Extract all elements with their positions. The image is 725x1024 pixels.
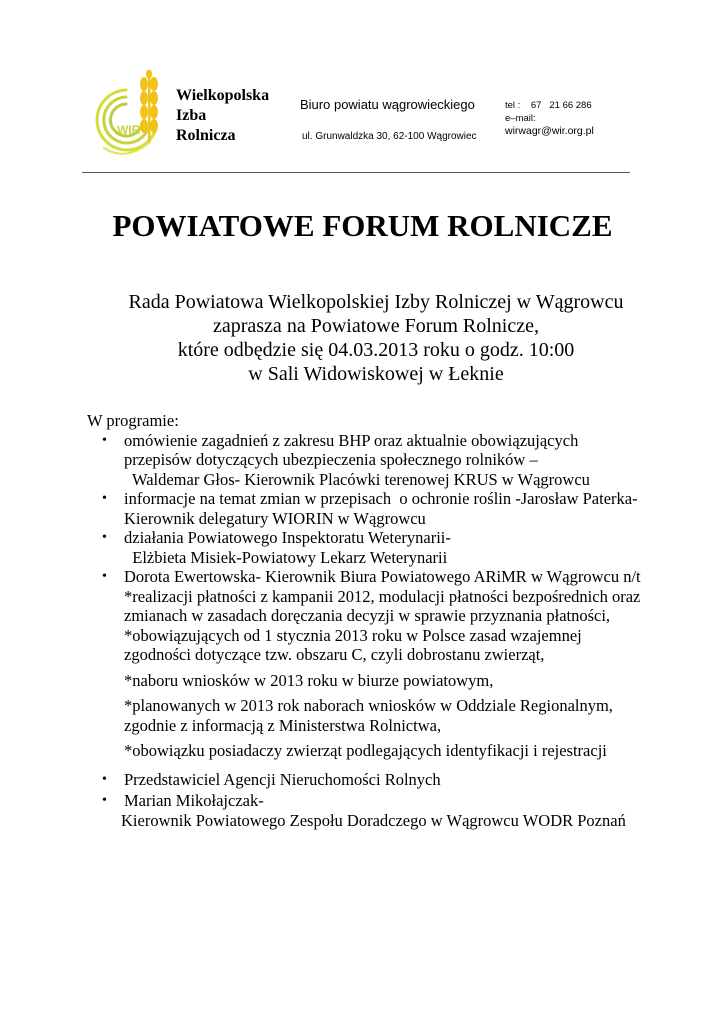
program-item-line: Elżbieta Misiek-Powiatowy Lekarz Weterynarii bbox=[124, 547, 448, 567]
program-item bbox=[87, 431, 707, 490]
wir-logo-icon bbox=[86, 70, 168, 162]
org-name bbox=[176, 86, 269, 146]
program-item-line: zmianach w zasadach doręczania decyzji w sprawie przyznania płatności, bbox=[124, 606, 611, 625]
program-item-line: Marian Mikołajczak- bbox=[124, 791, 264, 810]
program-item bbox=[87, 791, 707, 830]
program-item bbox=[87, 489, 707, 528]
program-item-line: Kierownik Powiatowego Zespołu Doradczego w Wągrowcu WODR Poznań bbox=[121, 810, 626, 830]
org-name-line: Rolnicza bbox=[176, 127, 236, 144]
program-subitem-line: zgodnie z informacją z Ministerstwa Rolnictwa, bbox=[124, 715, 442, 735]
phone-label: tel : bbox=[505, 100, 521, 111]
bullet-icon: • bbox=[102, 569, 107, 584]
bullet-icon: • bbox=[102, 491, 107, 506]
program-subitem-line: *planowanych w 2013 rok naborach wniosków w Oddziale Regionalnym, bbox=[124, 696, 613, 715]
program-item-line: Dorota Ewertowska- Kierownik Biura Powiatowego ARiMR w Wągrowcu n/t bbox=[124, 567, 641, 586]
invitation-line: Rada Powiatowa Wielkopolskiej Izby Rolniczej w Wągrowcu bbox=[128, 291, 624, 313]
bullet-icon: • bbox=[102, 793, 107, 808]
program-item-line: działania Powiatowego Inspektoratu Weterynarii- bbox=[124, 528, 451, 547]
invitation-line: które odbędzie się 04.03.2013 roku o godz. 10:00 bbox=[177, 339, 575, 361]
email-label: e–mail: bbox=[505, 113, 536, 124]
program-item-line: zgodności dotyczące tzw. obszaru C, czyli dobrostanu zwierząt, bbox=[124, 645, 545, 664]
program-item bbox=[87, 567, 707, 761]
invitation-line: w Sali Widowiskowej w Łeknie bbox=[248, 363, 504, 385]
phone-line bbox=[505, 99, 594, 112]
document-title: POWIATOWE FORUM ROLNICZE bbox=[112, 208, 613, 243]
invitation-line: zaprasza na Powiatowe Forum Rolnicze, bbox=[212, 315, 539, 337]
bullet-icon: • bbox=[102, 432, 107, 448]
program-item-line: *obowiązujących od 1 stycznia 2013 roku w Polsce zasad wzajemnej bbox=[124, 625, 582, 645]
bullet-icon: • bbox=[102, 530, 107, 545]
org-name-line: Izba bbox=[176, 107, 207, 124]
program-subitem-line: *obowiązku posiadaczy zwierząt podlegających identyfikacji i rejestracji bbox=[124, 741, 607, 760]
email-address: wirwagr@wir.org.pl bbox=[505, 125, 594, 137]
program-item bbox=[87, 528, 707, 567]
program-subitem-line: *naboru wniosków w 2013 roku w biurze powiatowym, bbox=[124, 670, 494, 690]
org-name-line: Wielkopolska bbox=[176, 87, 270, 104]
program-item-line: Kierownik delegatury WIORIN w Wągrowcu bbox=[124, 508, 426, 528]
bullet-icon: • bbox=[102, 771, 107, 787]
phone-number: 67 21 66 286 bbox=[530, 100, 592, 111]
program-item-line: Waldemar Głos- Kierownik Placówki terenowej KRUS w Wągrowcu bbox=[124, 469, 590, 489]
program-item-line: Przedstawiciel Agencji Nieruchomości Rolnych bbox=[124, 769, 441, 789]
program-item-line: informacje na temat zmian w przepisach o ochronie roślin -Jarosław Paterka- bbox=[124, 489, 638, 508]
program-item-line: omówienie zagadnień z zakresu BHP oraz aktualnie obowiązujących bbox=[124, 430, 579, 450]
program-section bbox=[87, 411, 707, 830]
header-divider bbox=[82, 172, 630, 173]
invitation-text bbox=[0, 290, 725, 386]
logo-text: WIR bbox=[117, 123, 141, 137]
office-address: ul. Grunwaldzka 30, 62-100 Wągrowiec bbox=[302, 131, 477, 142]
program-heading: W programie: bbox=[87, 411, 179, 430]
program-item bbox=[87, 770, 707, 790]
program-item-line: przepisów dotyczących ubezpieczenia społecznego rolników – bbox=[124, 450, 538, 469]
program-item-line: *realizacji płatności z kampanii 2012, modulacji płatności bezpośrednich oraz bbox=[124, 586, 641, 606]
contact-block bbox=[505, 99, 594, 138]
office-name: Biuro powiatu wągrowieckiego bbox=[300, 97, 475, 112]
